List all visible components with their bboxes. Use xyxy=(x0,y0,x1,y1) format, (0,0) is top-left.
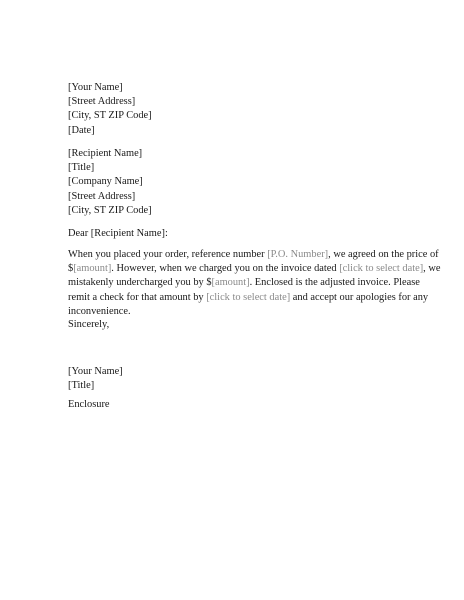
body-text: , we xyxy=(423,263,441,275)
body-text: . Enclosed is the adjusted invoice. Please xyxy=(249,277,420,289)
body-line-3 xyxy=(68,276,418,290)
body-line-5: inconvenience. xyxy=(68,305,131,317)
letter-date[interactable]: [Date] xyxy=(68,124,95,136)
sender-street[interactable]: [Street Address] xyxy=(68,96,136,108)
recipient-city[interactable]: [City, ST ZIP Code] xyxy=(68,204,152,216)
undercharge-amount-field[interactable]: [amount] xyxy=(211,277,250,289)
recipient-name[interactable]: [Recipient Name] xyxy=(68,148,143,159)
enclosure-note xyxy=(68,398,418,412)
body-text: remit a check for that amount by xyxy=(68,291,207,303)
enclosure-text: Enclosure xyxy=(68,399,110,410)
body-text: When you placed your order, reference number xyxy=(68,249,268,260)
sender-name[interactable]: [Your Name] xyxy=(68,82,123,93)
body-text: . However, when we charged you on the invoice dated xyxy=(111,263,340,275)
salutation xyxy=(68,227,418,241)
recipient-street[interactable]: [Street Address] xyxy=(68,190,136,202)
body-line-4 xyxy=(68,291,429,305)
closing xyxy=(68,318,418,332)
signature-block xyxy=(68,365,418,393)
amount-field[interactable]: [amount] xyxy=(73,263,112,275)
salutation-prefix: Dear xyxy=(68,228,91,239)
body-text: mistakenly undercharged you by $ xyxy=(68,277,212,289)
sender-address-block xyxy=(68,81,418,138)
signature-title[interactable]: [Title] xyxy=(68,380,95,392)
closing-text: Sincerely, xyxy=(68,319,110,330)
due-date-picker[interactable]: [click to select date] xyxy=(206,291,291,303)
recipient-company[interactable]: [Company Name] xyxy=(68,176,143,188)
body-line-2 xyxy=(68,262,441,276)
po-number-field[interactable]: [P.O. Number] xyxy=(267,249,329,260)
salutation-recipient-name[interactable]: [Recipient Name] xyxy=(90,228,165,239)
sender-city[interactable]: [City, ST ZIP Code] xyxy=(68,110,152,122)
recipient-title[interactable]: [Title] xyxy=(68,162,95,174)
body-text: , we agreed on the price of xyxy=(328,249,439,260)
body-text: and accept our apologies for any xyxy=(290,291,429,303)
salutation-suffix: : xyxy=(164,228,168,239)
invoice-date-picker[interactable]: [click to select date] xyxy=(339,263,424,275)
body-line-1 xyxy=(68,248,439,262)
currency-symbol: $ xyxy=(68,263,74,275)
letter-body-paragraph xyxy=(68,248,441,319)
signature-name[interactable]: [Your Name] xyxy=(68,366,123,377)
recipient-address-block xyxy=(68,147,418,218)
